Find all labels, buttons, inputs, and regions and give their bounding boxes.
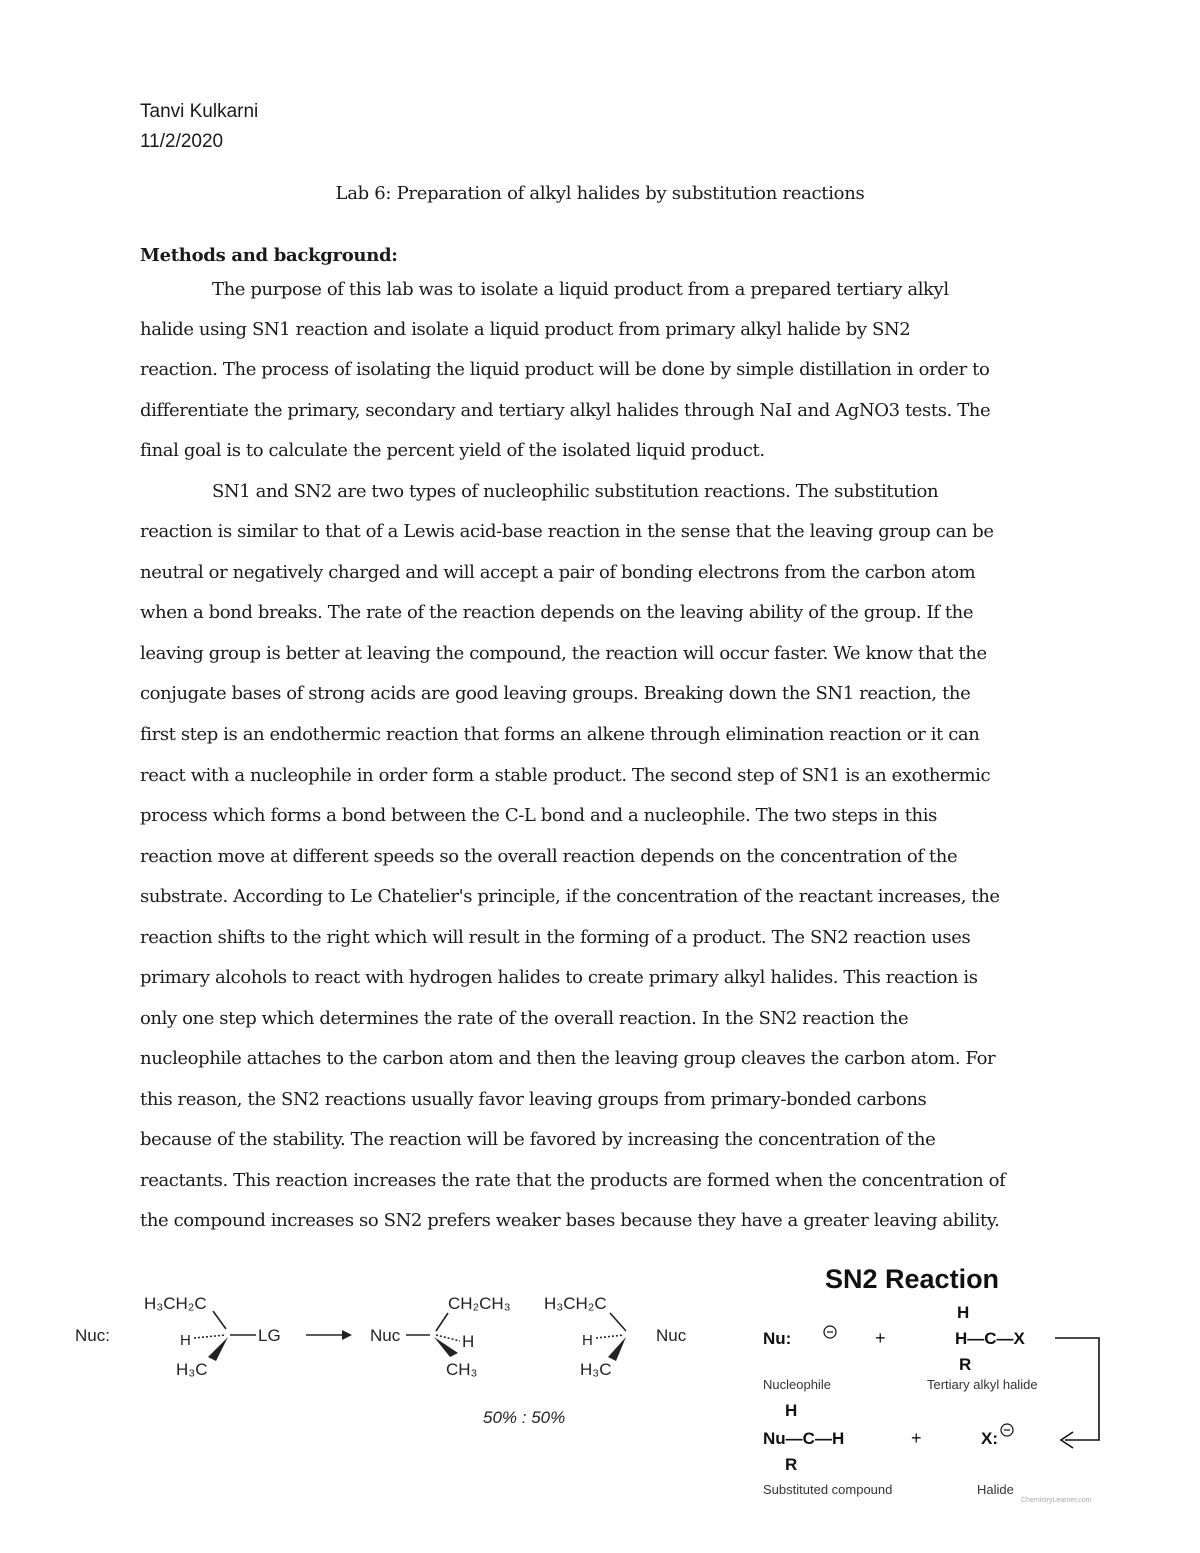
reactant-top-group: H₃CH₂C xyxy=(144,1294,207,1313)
substituted-compound-label: Substituted compound xyxy=(763,1482,893,1497)
tertiary-alkyl-halide-label: Tertiary alkyl halide xyxy=(927,1377,1038,1392)
product2-bottom-group: H₃C xyxy=(580,1360,612,1379)
substituted-compound-formula: Nu—C—H xyxy=(763,1429,845,1448)
paragraph-line: conjugate bases of strong acids are good leaving groups. Breaking down the SN1 reaction, the xyxy=(140,683,971,704)
paragraph-line: process which forms a bond between the C-L bond and a nucleophile. The two steps in this xyxy=(140,805,937,826)
alkyl-halide-formula: H—C—X xyxy=(955,1329,1025,1348)
product1-wedge-bond xyxy=(434,1337,458,1357)
product-top-h: H xyxy=(785,1401,798,1420)
product1-hydrogen: H xyxy=(462,1332,475,1351)
paragraph-line: reaction is similar to that of a Lewis acid-base reaction in the sense that the leaving group can be xyxy=(140,521,994,542)
alkyl-halide-top-h: H xyxy=(957,1303,970,1322)
reactant-wedge-bond xyxy=(208,1337,228,1361)
product2-wedge-bond xyxy=(608,1337,626,1361)
paragraph-line: the compound increases so SN2 prefers weaker bases because they have a greater leaving ability. xyxy=(140,1210,1000,1231)
plus-sign: + xyxy=(911,1428,922,1448)
halide-label: Halide xyxy=(977,1482,1014,1497)
product2-hashed-bond xyxy=(596,1335,624,1338)
paragraph-line: react with a nucleophile in order form a stable product. The second step of SN1 is an exothermic xyxy=(140,765,991,786)
paragraph-line: reactants. This reaction increases the rate that the products are formed when the concentration of xyxy=(140,1170,1006,1191)
paragraph-line: only one step which determines the rate of the overall reaction. In the SN2 reaction the xyxy=(140,1008,909,1029)
nucleophile-symbol: Nu: xyxy=(763,1329,792,1348)
halide-symbol: X: xyxy=(981,1429,998,1448)
author-name: Tanvi Kulkarni xyxy=(140,101,259,122)
paragraph-line: primary alcohols to react with hydrogen halides to create primary alkyl halides. This reaction is xyxy=(140,967,978,988)
paragraph-line: The purpose of this lab was to isolate a liquid product from a prepared tertiary alkyl xyxy=(212,279,949,300)
product-r-group: R xyxy=(785,1455,798,1474)
paragraph-line: final goal is to calculate the percent yield of the isolated liquid product. xyxy=(140,440,765,461)
product2-hydrogen: H xyxy=(582,1332,593,1349)
paragraph-line: SN1 and SN2 are two types of nucleophilic substitution reactions. The substitution xyxy=(212,481,939,502)
paragraph-line: substrate. According to Le Chatelier's principle, if the concentration of the reactant increases, the xyxy=(140,886,1000,907)
reactant-hydrogen: H xyxy=(180,1332,191,1349)
document-title: Lab 6: Preparation of alkyl halides by substitution reactions xyxy=(335,183,865,204)
nucleophile-label: Nucleophile xyxy=(763,1377,831,1392)
product2-bond xyxy=(610,1313,626,1331)
paragraph-line: halide using SN1 reaction and isolate a liquid product from primary alkyl halide by SN2 xyxy=(140,319,911,340)
reaction-arrow xyxy=(306,1330,352,1340)
product1-hashed-bond xyxy=(436,1335,460,1341)
paragraph-line: leaving group is better at leaving the compound, the reaction will occur faster. We know that the xyxy=(140,643,987,664)
paragraph-line: reaction. The process of isolating the liquid product will be done by simple distillation in order to xyxy=(140,359,990,380)
product1-bond xyxy=(436,1313,448,1331)
reactant-bond xyxy=(213,1311,226,1329)
paragraph-line: first step is an endothermic reaction that forms an alkene through elimination reaction or it can xyxy=(140,724,980,745)
section-heading: Methods and background: xyxy=(140,245,398,266)
product1-bottom-group: CH₃ xyxy=(446,1360,478,1379)
paragraph-line: differentiate the primary, secondary and tertiary alkyl halides through NaI and AgNO3 tests. The xyxy=(140,400,991,421)
document-date: 11/2/2020 xyxy=(140,131,224,152)
alkyl-halide-r-group: R xyxy=(959,1355,972,1374)
paragraph-line: this reason, the SN2 reactions usually favor leaving groups from primary-bonded carbons xyxy=(140,1089,927,1110)
product-ratio: 50% : 50% xyxy=(483,1408,566,1427)
product1-top-group: CH₂CH₃ xyxy=(448,1294,511,1313)
sn2-reaction-figure xyxy=(755,1262,1115,1512)
reactant-hashed-bond xyxy=(194,1335,226,1338)
product2-nucleophile: Nuc xyxy=(656,1326,687,1345)
paragraph-line: reaction move at different speeds so the overall reaction depends on the concentration of the xyxy=(140,846,958,867)
watermark: ChemistryLearner.com xyxy=(1021,1497,1092,1504)
product1-nucleophile: Nuc xyxy=(370,1326,401,1345)
paragraph-line: when a bond breaks. The rate of the reaction depends on the leaving ability of the group. If the xyxy=(140,602,974,623)
sn1-mechanism-figure xyxy=(70,1283,730,1443)
reaction-arrow xyxy=(1055,1338,1099,1448)
product2-top-group: H₃CH₂C xyxy=(544,1294,607,1313)
nucleophile-label: Nuc: xyxy=(75,1326,110,1345)
paragraph-line: neutral or negatively charged and will accept a pair of bonding electrons from the carbon atom xyxy=(140,562,976,583)
paragraph-line: reaction shifts to the right which will result in the forming of a product. The SN2 reaction uses xyxy=(140,927,971,948)
paragraph-line: nucleophile attaches to the carbon atom and then the leaving group cleaves the carbon atom. For xyxy=(140,1048,996,1069)
reactant-leaving-group: LG xyxy=(258,1326,281,1345)
sn2-figure-title: SN2 Reaction xyxy=(825,1264,1000,1294)
plus-sign: + xyxy=(875,1328,886,1348)
reactant-bottom-group: H₃C xyxy=(176,1360,208,1379)
paragraph-line: because of the stability. The reaction will be favored by increasing the concentration of the xyxy=(140,1129,936,1150)
